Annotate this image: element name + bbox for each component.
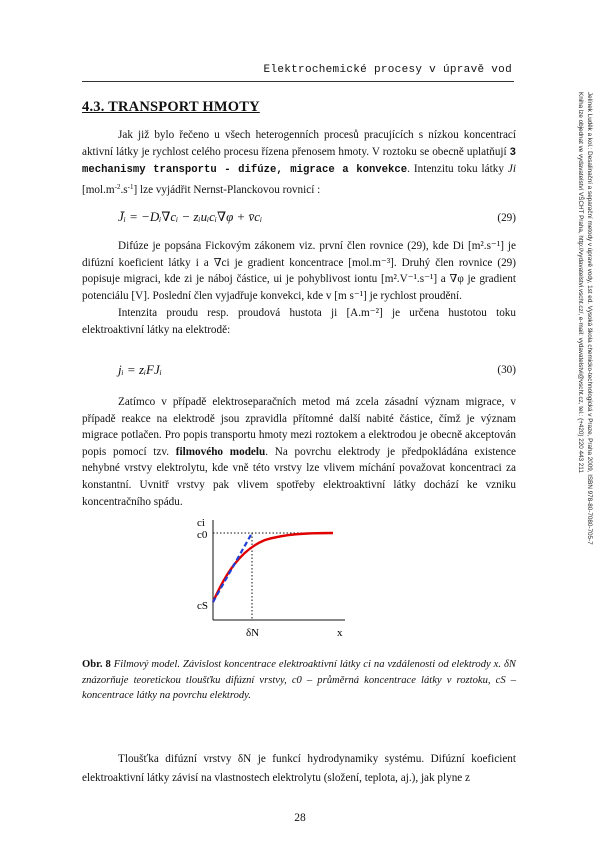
header-rule	[82, 81, 514, 82]
page-number: 28	[294, 812, 306, 824]
film-model-diagram	[195, 510, 365, 640]
label-delta-n: δN	[246, 627, 260, 639]
film-model-figure	[195, 510, 365, 640]
paragraph-4	[82, 394, 516, 510]
p1-unit-sup2: -1	[127, 182, 134, 191]
p4-text-a: Zatímco v případě elektroseparačních metod má zcela zásadní význam migrace, v případě reakce na elektrodě jsou zpravidla přítomné další nabité částice, čímž je význam migrace potlačen. Pro popis transportu hmoty mezi roztokem a elektrodou je obecně akceptován popis pomocí tzv.	[82, 396, 516, 458]
paragraph-5	[82, 750, 516, 788]
equation-29: J̄ᵢ = −Dᵢ∇cᵢ − zᵢuᵢcᵢ∇φ + v̄cᵢ	[118, 209, 263, 224]
p1-text-c: . Intenzitu toku látky	[407, 163, 508, 176]
p1-unit-sup1: -2	[114, 182, 121, 191]
p4-film-model: filmového modelu	[175, 445, 266, 458]
label-c0: c0	[197, 529, 208, 541]
paragraph-2	[82, 238, 516, 304]
paragraph-1	[82, 127, 516, 198]
label-x: x	[337, 627, 343, 639]
p1-symbol-ji: Ji	[507, 163, 516, 176]
figure-caption	[82, 657, 516, 704]
concentration-curve	[213, 533, 333, 602]
label-cs: cS	[197, 600, 208, 612]
equation-30-number: (30)	[497, 364, 516, 376]
equation-29-number: (29)	[497, 212, 516, 224]
caption-label: Obr. 8	[82, 659, 111, 670]
paragraph-3	[82, 305, 516, 338]
section-title: 4.3. TRANSPORT HMOTY	[82, 99, 260, 115]
p1-unit-a: [mol.m	[82, 183, 115, 196]
p1-mechanisms: 3 mechanismy transportu - difúze, migrace a konvekce	[82, 146, 516, 177]
p5-text: Tloušťka difúzní vrstvy δN je funkcí hydrodynamiky systému. Difúzní koeficient elektroaktivní látky závisí na vlastnostech elektrolytu (složení, teplota, aj.), jak plyne z	[82, 753, 516, 784]
p2-text: Difúze je popsána Fickovým zákonem viz. první člen rovnice (29), kde Di [m².s⁻¹] je difúzní koeficient látky i a ∇ci je gradient koncentrace [mol.m⁻³]. Druhý člen rovnice (29) popisuje migraci, kde zi je náboj částice, ui je pohyblivost iontu [m².V⁻¹.s⁻¹] a ∇φ je gradient potenciálu [V]. Poslední člen vyjadřuje konvekci, kde v [m s⁻¹] je rychlost proudění.	[82, 240, 516, 302]
side-note-line-2: Kniha lze objednat ve vydavatelství VŠCHT Praha, http://vydavatelstvi.vscht.cz/, e-mail: vydavatelstvi@vscht.cz, tel.: (+420) 220 443 211	[577, 92, 584, 473]
label-ci: ci	[197, 517, 205, 529]
p3-text: Intenzita proudu resp. proudová hustota ji [A.m⁻²] je určena hustotou toku elektroaktivní látky na elektrodě:	[82, 307, 516, 336]
equation-30: jᵢ = zᵢFJᵢ	[118, 362, 162, 377]
side-note	[568, 92, 594, 732]
running-head: Elektrochemické procesy v úpravě vod	[263, 64, 512, 76]
p4-text-c: . Na povrchu elektrody je předpokládána existence nehybné vrstvy elektrolytu, kde vně této vrstvy lze vlivem míchání považovat koncentraci za konstantní. Uvnitř vrstvy pak vlivem spotřeby elektroaktivní látky dochází ke vzniku koncentračního spádu.	[82, 445, 517, 508]
p1-unit-b: .s	[120, 183, 128, 196]
p1-text-i: ] lze vyjádřit Nernst-Planckovou rovnicí :	[133, 183, 321, 196]
side-note-line-1: Jelínek Luděk a kol.: Desalinační a separační metody v úpravě vody, 1st ed. Vysoká škola chemicko-technologická v Praze, Praha 2009, ISBN 978-80-7080-705-7	[586, 92, 593, 545]
p1-text-a: Jak již bylo řečeno u všech heterogenních procesů pracujících s nízkou koncentrací aktivní látky je rychlost celého procesu řízena přenosem hmoty. V roztoku se obecně uplatňují	[82, 129, 516, 158]
caption-text: Filmový model. Závislost koncentrace elektroaktivní látky ci na vzdálenosti od elektrody x. δN znázorňuje teoretickou tloušťku difúzní vrstvy, c0 – průměrná koncentrace látky v roztoku, cS – koncentrace látky na povrchu elektrody.	[82, 659, 516, 702]
